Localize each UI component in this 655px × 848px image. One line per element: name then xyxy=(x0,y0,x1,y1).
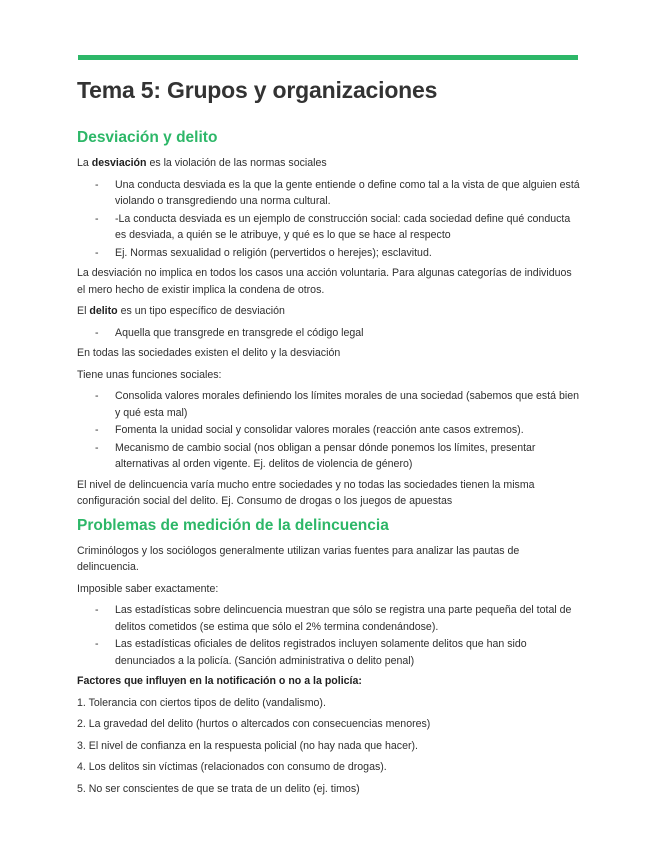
paragraph-funciones: Tiene unas funciones sociales: xyxy=(77,368,222,381)
dash-bullet: - xyxy=(95,326,99,339)
list-item xyxy=(77,325,581,342)
list-item-text: -La conducta desviada es un ejemplo de construcción social: cada sociedad define qué conducta es desviada, a quién se le atribuye, y qué es lo que se hace al respecto xyxy=(115,212,571,241)
dash-bullet: - xyxy=(95,424,99,436)
list-item-text: Las estadísticas sobre delincuencia muestran que sólo se registra una parte pequeña del total de delitos cometidos (se estima que sólo el 2% termina condenándose). xyxy=(115,604,572,633)
factors-heading xyxy=(77,673,581,690)
list-desviacion xyxy=(77,177,581,262)
page-title: Tema 5: Grupos y organizaciones xyxy=(77,77,438,103)
text-fragment: La xyxy=(77,157,92,169)
top-accent-rule xyxy=(78,55,578,60)
section-heading-medicion: Problemas de medición de la delincuencia xyxy=(77,516,389,534)
list-item xyxy=(77,177,581,210)
section-heading-desviacion: Desviación y delito xyxy=(77,129,218,146)
text-fragment: es un tipo específico de desviación xyxy=(117,305,285,317)
factor-item: 5. No ser conscientes de que se trata de un delito (ej. timos) xyxy=(77,782,360,795)
factor-item: 1. Tolerancia con ciertos tipos de delito (vandalismo). xyxy=(77,696,326,709)
bold-term-delito: delito xyxy=(89,305,118,317)
list-item-text: Mecanismo de cambio social (nos obligan a pensar dónde ponemos los límites, presentar alternativas al orden vigente. Ej. delitos de violencia de género) xyxy=(115,441,536,470)
paragraph-imposible: Imposible saber exactamente: xyxy=(77,582,219,595)
text-fragment: es la violación de las normas sociales xyxy=(146,157,327,169)
paragraph-desviacion-def xyxy=(77,155,581,172)
paragraph-nivel-delincuencia: El nivel de delincuencia varía mucho entre sociedades y no todas las sociedades tienen la misma configuración social del delito. Ej. Consumo de drogas o los juegos de apuestas xyxy=(77,478,535,507)
factors-heading-text: Factores que influyen en la notificación o no a la policía: xyxy=(77,675,362,687)
list-item xyxy=(77,602,581,635)
factor-item: 3. El nivel de confianza en la respuesta policial (no hay nada que hacer). xyxy=(77,739,418,752)
dash-bullet: - xyxy=(95,441,99,454)
document-content xyxy=(77,74,581,802)
dash-bullet: - xyxy=(95,604,99,616)
list-item xyxy=(77,440,581,473)
list-item xyxy=(77,388,581,421)
paragraph-delito-def xyxy=(77,303,581,320)
text-fragment: El xyxy=(77,305,90,317)
bold-term-desviacion: desviación xyxy=(91,157,147,169)
list-item xyxy=(77,211,581,244)
list-item-text: Consolida valores morales definiendo los límites morales de una sociedad (sabemos que está bien y qué esta mal) xyxy=(115,390,580,419)
dash-bullet: - xyxy=(95,390,99,402)
list-estadisticas xyxy=(77,602,581,669)
dash-bullet: - xyxy=(95,212,99,225)
list-item-text: Aquella que transgrede en transgrede el código legal xyxy=(115,326,364,339)
paragraph-desviacion-voluntaria: La desviación no implica en todos los casos una acción voluntaria. Para algunas categorías de individuos el mero hecho de existir implica la condena de otros. xyxy=(77,267,572,296)
list-funciones xyxy=(77,388,581,473)
dash-bullet: - xyxy=(95,638,99,650)
paragraph-existencia: En todas las sociedades existen el delito y la desviación xyxy=(77,347,341,359)
paragraph-fuentes: Criminólogos y los sociólogos generalmente utilizan varias fuentes para analizar las pautas de delincuencia. xyxy=(77,544,520,573)
list-item xyxy=(77,422,581,439)
dash-bullet: - xyxy=(95,178,99,191)
factor-item: 4. Los delitos sin víctimas (relacionados con consumo de drogas). xyxy=(77,761,387,773)
dash-bullet: - xyxy=(95,246,99,259)
list-item-text: Las estadísticas oficiales de delitos registrados incluyen solamente delitos que han sido denunciados a la policía. (Sanción administrativa o delito penal) xyxy=(115,638,527,667)
list-item xyxy=(77,636,581,669)
list-item xyxy=(77,245,581,262)
list-item-text: Fomenta la unidad social y consolidar valores morales (reacción ante casos extremos). xyxy=(115,424,524,436)
factor-item: 2. La gravedad del delito (hurtos o altercados con consecuencias menores) xyxy=(77,718,431,730)
list-delito xyxy=(77,325,581,342)
list-item-text: Una conducta desviada es la que la gente entiende o define como tal a la vista de que alguien está violando o transgrediendo una norma cultural. xyxy=(115,178,580,207)
list-item-text: Ej. Normas sexualidad o religión (pervertidos o herejes); esclavitud. xyxy=(115,246,432,259)
